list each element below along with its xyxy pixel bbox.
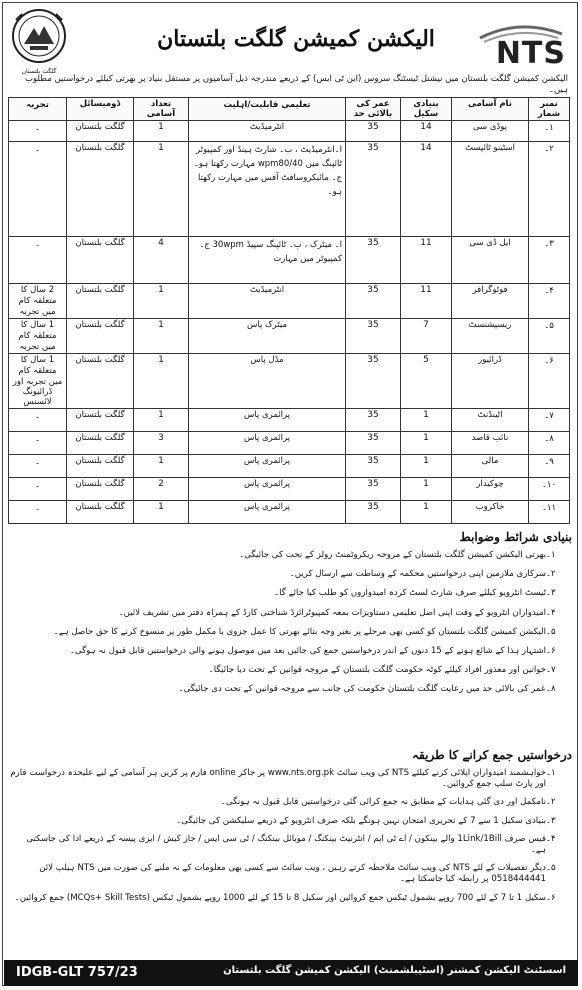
table-row [9, 455, 570, 478]
cell-sno: ۴۔ [529, 284, 570, 319]
item-text: دیگر تفصیلات کے لئے NTS کی ویب سائٹ ملاحظہ کرتے رہیں ، ویب سائٹ سے کسی بھی معلومات کے نہ ملنے کی صورت میں NTS ہیلپ لائن 0518444441 پر رابطہ کیا جاسکتا ہے۔ [39, 863, 546, 885]
item-number: ۱۔ [546, 550, 556, 560]
cell-post: یوڈی سی [452, 121, 529, 142]
cell-count: 1 [134, 354, 189, 409]
intro-text: الیکشن کمیشن گلگت بلتستان میں نیشنل ٹیسٹنگ سروس (این ٹی ایس) کے ذریعے مندرجہ ذیل آسامیوں پر مستقل بنیاد پر بھرتی کیلئے درخواستیں مطلوب ہیں۔ [25, 74, 568, 95]
item-number: ۷۔ [546, 665, 556, 676]
cell-post: ایل ڈی سی [452, 237, 529, 284]
cell-age: 35 [346, 284, 401, 319]
cell-experience: 1 سال کا متعلقہ کام میں تجربہ اور ڈرائیونگ لائسنس [9, 354, 67, 409]
list-item [10, 588, 566, 599]
cell-domicile: گلگت بلتستان [67, 121, 134, 142]
col-domicile: ڈومیسائل [67, 98, 134, 121]
cell-scale: 5 [401, 354, 452, 409]
list-item [10, 608, 566, 619]
item-text: خواہشمند امیدواران اپلائی کرنے کیلئے NTS کی ویب سائٹ www.nts.org.pk پر جاکر online فارم پر کریں ہر آسامی کے لیے علیحدہ درخواست فارم اور پارٹ سلپ جمع کروائیں۔ [10, 768, 546, 790]
cell-post: مالی [452, 455, 529, 478]
cell-qualification: پرائمری پاس [189, 409, 346, 432]
item-number: ۵۔ [546, 863, 556, 874]
cell-age: 35 [346, 501, 401, 524]
emblem-caption: گلگت بلتستان [21, 68, 57, 75]
cell-count: 2 [134, 478, 189, 501]
page-title: الیکشن کمیشن گلگت بلتستان [157, 26, 435, 52]
col-count: تعداد آسامی [134, 98, 189, 121]
list-item [10, 646, 566, 657]
table-row [9, 237, 570, 284]
vacancies-table [8, 97, 570, 524]
cell-qualification: مڈل پاس [189, 354, 346, 409]
cell-experience: ۔ [9, 142, 67, 237]
item-text: نامکمل اور دی گئی ہدایات کے مطابق نہ جمع کرائی گئی درخواستیں قابل قبول نہ ہونگی۔ [220, 797, 546, 808]
cell-sno: ۱۰۔ [529, 478, 570, 501]
list-item [10, 834, 566, 856]
list-item [10, 768, 566, 790]
cell-scale: 14 [401, 121, 452, 142]
col-scale: بنیادی سکیل [401, 98, 452, 121]
table-row [9, 121, 570, 142]
cell-domicile: گلگت بلتستان [67, 409, 134, 432]
cell-qualification: پرائمری پاس [189, 455, 346, 478]
cell-domicile: گلگت بلتستان [67, 237, 134, 284]
cell-scale: 1 [401, 409, 452, 432]
cell-age: 35 [346, 455, 401, 478]
cell-sno: ۵۔ [529, 319, 570, 354]
list-item [10, 797, 566, 808]
col-sno: نمبر شمار [529, 98, 570, 121]
cell-age: 35 [346, 478, 401, 501]
cell-domicile: گلگت بلتستان [67, 354, 134, 409]
conditions-heading: بنیادی شرائط وضوابط [459, 530, 572, 544]
table-row [9, 354, 570, 409]
cell-scale: 1 [401, 501, 452, 524]
cell-qualification: پرائمری پاس [189, 501, 346, 524]
list-item [10, 550, 566, 561]
nts-logo-text: NTS [495, 36, 566, 71]
item-number: ۶۔ [546, 892, 556, 903]
col-post: نام آسامی [452, 98, 529, 121]
cell-qualification: ا۔ میٹرک ، ب۔ ٹائپنگ سپیڈ 30wpm ج۔ کمپیوٹر میں مہارت [189, 237, 346, 284]
cell-age: 35 [346, 237, 401, 284]
table-row [9, 409, 570, 432]
cell-sno: ۸۔ [529, 432, 570, 455]
item-number: ۴۔ [546, 607, 556, 618]
cell-experience: ۔ [9, 237, 67, 284]
cell-count: 1 [134, 142, 189, 237]
cell-post: ڈرائیور [452, 354, 529, 409]
cell-sno: ۹۔ [529, 455, 570, 478]
apply-heading: درخواستیں جمع کرانے کا طریقہ [412, 748, 572, 762]
list-item [10, 893, 566, 904]
item-number: ۲۔ [546, 797, 556, 808]
item-text: ٹیسٹ انٹرویو کیلئے صرف شارٹ لسٹ کردہ امیدواروں کو طلب کیا جائے گا۔ [274, 588, 546, 599]
item-number: ۳۔ [546, 815, 556, 826]
cell-qualification: پرائمری پاس [189, 432, 346, 455]
cell-experience: ۔ [9, 455, 67, 478]
table-row [9, 501, 570, 524]
cell-age: 35 [346, 354, 401, 409]
cell-post: اٹینڈنٹ [452, 409, 529, 432]
cell-age: 35 [346, 319, 401, 354]
cell-count: 1 [134, 121, 189, 142]
cell-scale: 11 [401, 284, 452, 319]
cell-experience: ۔ [9, 121, 67, 142]
cell-sno: ۲۔ [529, 142, 570, 237]
cell-domicile: گلگت بلتستان [67, 432, 134, 455]
item-text: فیس صرف 1Link/1Bill والے بینکوں / اے ٹی ایم / انٹرنیٹ بینکنگ / موبائل بینکنگ / ٹی سی ایس / جاز کیش / ایزی پیسہ کے ذریعے ادا کی جاسکتی ہے۔ [26, 833, 546, 856]
reference-number: IDGB-GLT 757/23 [16, 965, 138, 980]
list-item [10, 665, 566, 676]
table-header-row [9, 98, 570, 121]
cell-count: 3 [134, 432, 189, 455]
item-text: خواتین اور معذور افراد کیلئے کوٹہ حکومت گلگت بلتستان کے مروجہ قوانین کے تحت دیا جائیگا۔ [208, 665, 546, 676]
cell-sno: ۱۔ [529, 121, 570, 142]
cell-domicile: گلگت بلتستان [67, 501, 134, 524]
item-text: سکیل 1 تا 7 کے لئے 700 روپے بشمول ٹیکس جمع کروائیں اور سکیل 8 تا 15 کے لئے 1000 روپے بشمول ٹیکس (MCQs+ Skill Tests) جمع کروائیں۔ [14, 892, 546, 903]
cell-post: اسٹینو ٹائپسٹ [452, 142, 529, 237]
gb-emblem-icon [10, 6, 68, 68]
list-item [10, 627, 566, 638]
cell-qualification: ا۔انٹرمیڈیٹ ، ب۔ شارٹ ہینڈ اور کمپیوٹر ٹائپنگ میں wpm80/40 مہارت رکھتا ہو۔ ج۔ مائیکروسافٹ آفس میں مہارت رکھتا ہو۔ [189, 142, 346, 237]
table-row [9, 478, 570, 501]
cell-post: چوکیدار [452, 478, 529, 501]
cell-qualification: میٹرک پاس [189, 319, 346, 354]
cell-experience: ۔ [9, 409, 67, 432]
item-text: اشتہار ہذا کے شائع ہونے کے 15 دنوں کے اندر درخواستیں جمع کی جائیں بعد میں موصول ہونے والی درخواستیں قابل قبول نہ ہوگی۔ [69, 646, 546, 657]
cell-domicile: گلگت بلتستان [67, 478, 134, 501]
cell-qualification: پرائمری پاس [189, 478, 346, 501]
cell-post: فوٹوگرافر [452, 284, 529, 319]
col-qualification: تعلیمی قابلیت/اہلیت [189, 98, 346, 121]
cell-post: نائب قاصد [452, 432, 529, 455]
cell-age: 35 [346, 409, 401, 432]
apply-list [10, 768, 566, 911]
cell-count: 1 [134, 501, 189, 524]
cell-post: ریسپشنسٹ [452, 319, 529, 354]
cell-post: خاکروب [452, 501, 529, 524]
cell-scale: 1 [401, 478, 452, 501]
cell-count: 1 [134, 284, 189, 319]
table-row [9, 432, 570, 455]
cell-domicile: گلگت بلتستان [67, 319, 134, 354]
cell-scale: 14 [401, 142, 452, 237]
cell-age: 35 [346, 121, 401, 142]
item-text: عمر کی بالائی حد میں رعایت گلگت بلتستان حکومت کی جانب سے مروجہ قوانین کے تحت دی جائیگی۔ [178, 684, 546, 695]
list-item [10, 569, 566, 580]
signature-line: اسسٹنٹ الیکشن کمشنر (اسٹیبلشمنٹ) الیکشن کمیشن گلگت بلتستان [223, 965, 566, 976]
item-text: امیدواران انٹرویو کے وقت اپنی اصل تعلیمی دستاویزات بمعہ کمپیوٹرائزڈ شناختی کارڈ کے ہمراہ دفتر میں تشریف لائیں۔ [118, 607, 546, 618]
col-age: عمر کی بالائی حد [346, 98, 401, 121]
cell-sno: ۱۱۔ [529, 501, 570, 524]
item-text: سرکاری ملازمین اپنی درخواستیں محکمہ کے وساطت سے ارسال کریں۔ [289, 569, 546, 580]
cell-count: 4 [134, 237, 189, 284]
cell-sno: ۳۔ [529, 237, 570, 284]
cell-scale: 11 [401, 237, 452, 284]
cell-age: 35 [346, 432, 401, 455]
item-number: ۶۔ [546, 646, 556, 657]
cell-qualification: انٹرمیڈیٹ [189, 121, 346, 142]
cell-experience: 1 سال کا متعلقہ کام میں تجربہ [9, 319, 67, 354]
cell-domicile: گلگت بلتستان [67, 455, 134, 478]
item-number: ۸۔ [546, 684, 556, 695]
item-number: ۴۔ [546, 833, 556, 844]
cell-count: 1 [134, 409, 189, 432]
item-number: ۳۔ [546, 588, 556, 599]
cell-sno: ۶۔ [529, 354, 570, 409]
item-text: بنیادی سکیل 1 سے 7 کے تحریری امتحان نہیں ہونگے بلکہ صرف انٹرویو کے ذریعے سلیکشن کی جائیگی۔ [176, 815, 546, 826]
list-item [10, 863, 566, 885]
cell-domicile: گلگت بلتستان [67, 142, 134, 237]
cell-experience: ۔ [9, 432, 67, 455]
cell-experience: 2 سال کا متعلقہ کام میں تجربہ [9, 284, 67, 319]
col-experience: تجربہ [9, 98, 67, 121]
cell-qualification: انٹرمیڈیٹ [189, 284, 346, 319]
table-row [9, 319, 570, 354]
item-number: ۱۔ [546, 768, 556, 778]
item-text: الیکشن کمیشن گلگت بلتستان کو کسی بھی مرحلے پر بغیر وجہ بتائے بھرتی کا عمل جزوی یا مکمل طور پر منسوخ کرنے کا حق حاصل ہے۔ [53, 626, 546, 637]
table-row [9, 284, 570, 319]
item-number: ۲۔ [546, 569, 556, 580]
cell-domicile: گلگت بلتستان [67, 284, 134, 319]
conditions-list [10, 550, 566, 704]
cell-count: 1 [134, 319, 189, 354]
item-number: ۵۔ [546, 626, 556, 637]
cell-scale: 1 [401, 455, 452, 478]
table-row [9, 142, 570, 237]
cell-age: 35 [346, 142, 401, 237]
cell-sno: ۷۔ [529, 409, 570, 432]
list-item [10, 816, 566, 827]
footer-bar [4, 960, 578, 986]
item-text: بھرتی الیکشن کمیشن گلگت بلتستان کے مروجہ ریکروٹمنٹ رولز کے تحت کی جائیگی۔ [239, 550, 546, 560]
list-item [10, 684, 566, 695]
cell-scale: 7 [401, 319, 452, 354]
cell-count: 1 [134, 455, 189, 478]
cell-scale: 1 [401, 432, 452, 455]
cell-experience: ۔ [9, 478, 67, 501]
cell-experience: ۔ [9, 501, 67, 524]
